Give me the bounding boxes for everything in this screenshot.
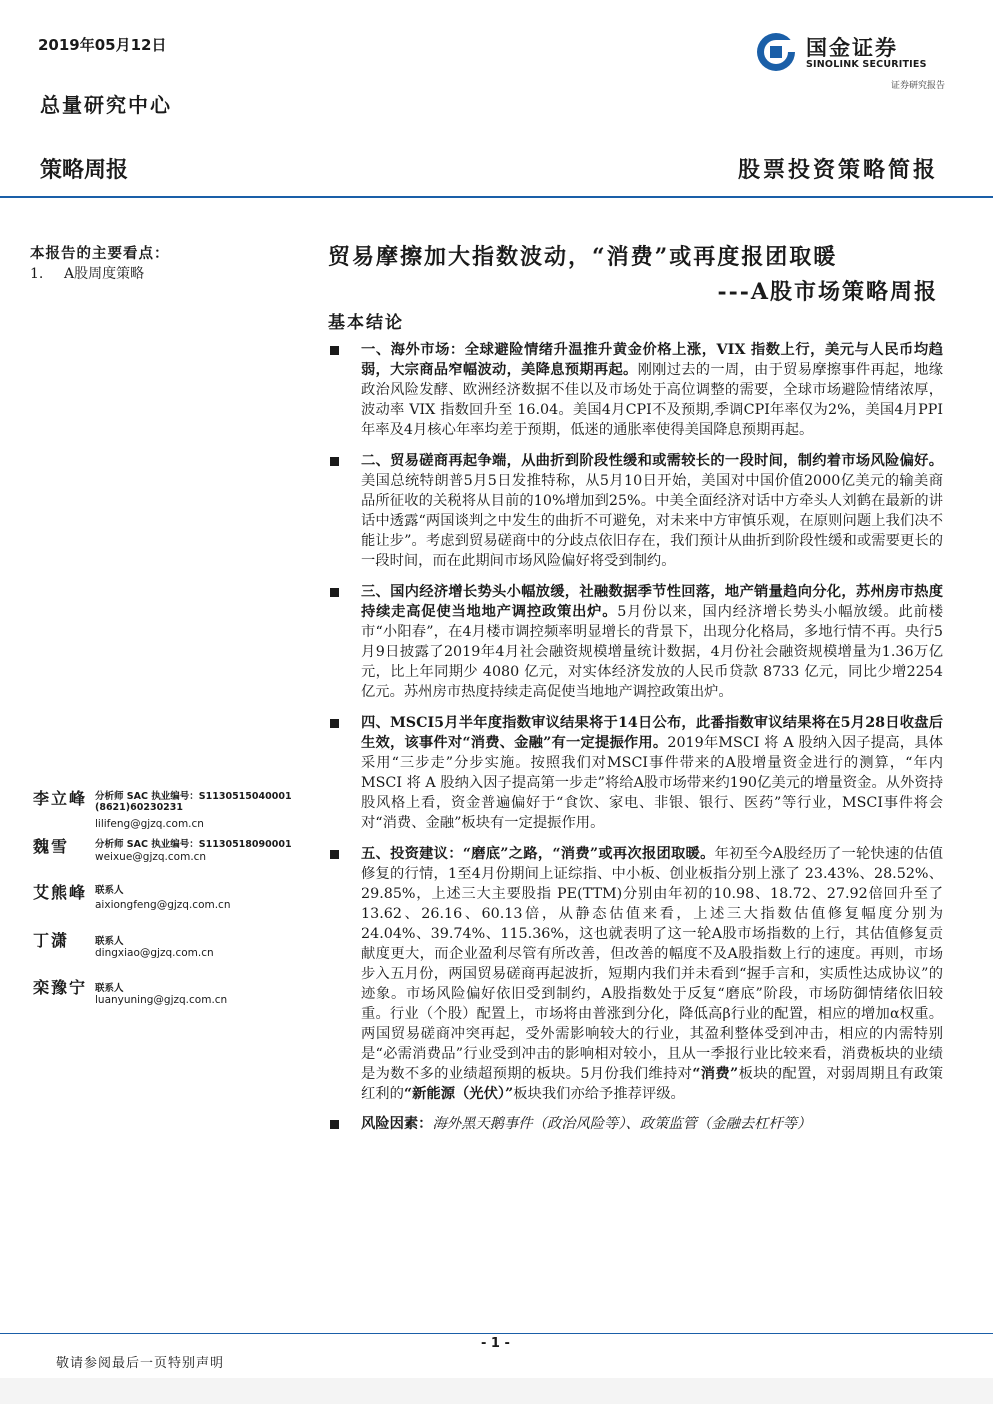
bullet-square-icon [330,850,339,859]
analyst-role: 联系人 [95,936,124,947]
list-item [328,844,943,1104]
bullet-text: 2019年MSCI 将 A 股纳入因子提高，具体采用“三步走”分步实施。按照我们对MSCI事件带来的A股增量资金进行的测算，“年内 MSCI 将 A 股纳入因子提高第一步走”将给A股市场带来约190亿美元的增量资金。从外资持股风格上看，资金普遍偏好于“食饮、家电、非银、银行、医药”等行业，MSCI事件将会对“消费、金融”板块有一定提振作用。 [361,735,943,831]
section-heading: 基本结论 [328,313,404,333]
department-name: 总量研究中心 [40,93,172,117]
analyst-role: 联系人 [95,983,124,994]
bullet-heading: 二、贸易磋商再起争端，从曲折到阶段性缓和或需较长的一段时间，制约着市场风险偏好。 [361,453,943,469]
analyst-email[interactable]: weixue@gjzq.com.cn [95,851,207,863]
list-item [328,582,943,702]
analyst-name: 李立峰 [33,789,88,808]
bullet-text: 板块我们亦给予推荐评级。 [513,1086,685,1102]
bullet-emphasis: “新能源（光伏）” [403,1086,514,1102]
footer-divider [0,1333,993,1334]
list-item [328,340,943,440]
list-item [328,713,943,833]
bullet-text: 板块的配置，对弱周期且有政策红利的 [361,1066,943,1102]
bullet-emphasis: “消费” [692,1066,739,1082]
analyst-role: 分析师 SAC 执业编号：S1130518090001 [95,839,292,850]
bullet-square-icon [330,719,339,728]
bullet-heading: 一、海外市场：全球避险情绪升温推升黄金价格上涨，VIX 指数上行，美元与人民币均趋弱，大宗商品窄幅波动，美降息预期再起。 [361,342,943,378]
bullet-text: 5月份以来，国内经济增长势头小幅放缓。此前楼市“小阳春”，在4月楼市调控频率明显增长的背景下，出现分化格局，多地行情不再。央行5月9日披露了2019年4月社会融资规模增量统计数据，4月份社会融资规模增量为1.36万亿元，比上年同期少 4080 亿元，对实体经济发放的人民币贷款 8733 亿元，同比少增2254亿元。苏州房市热度持续走高促使当地地产调控政策出炉。 [361,604,943,700]
bullet-square-icon [330,588,339,597]
analyst-name: 魏雪 [33,837,70,856]
analyst-name: 丁潇 [33,931,70,950]
conclusions-list [328,340,943,1134]
header-divider [0,196,993,198]
analyst-role: 分析师 SAC 执业编号：S1130515040001 [95,791,292,802]
bullet-heading: 三、国内经济增长势头小幅放缓，社融数据季节性回落，地产销量趋向分化，苏州房市热度持续走高促使当地地产调控政策出炉。 [361,584,943,620]
bullet-heading: 四、MSCI5月半年度指数审议结果将于14日公布，此番指数审议结果将在5月28日收盘后生效，该事件对“消费、金融”有一定提振作用。 [361,715,943,751]
analyst-email[interactable]: luanyuning@gjzq.com.cn [95,994,228,1006]
report-series: 股票投资策略简报 [737,157,938,183]
bullet-heading: 五、投资建议：“磨底”之路，“消费”或再次报团取暖。 [361,846,715,862]
logo-chinese-name: 国金证券 [806,36,898,60]
bullet-text: 年初至今A股经历了一轮快速的估值修复的行情，1至4月份期间上证综指、中小板、创业板指分别上涨了 23.43%、28.52%、29.85%，上述三大主要股指 PE(TTM)分别由年初的10.98、18.72、27.92倍回升至了13.62、26.16、60.13倍，从静态估值来看，上述三大指数估值修复幅度分别为 24.04%、39.74%、115.36%，这也就表明了这一轮A股市场指数的上行，其估值修复贡献度更大，而企业盈利尽管有所改善，但改善的幅度不及A股指数上行的速度。再则，市场步入五月份，两国贸易磋商再起波折，短期内我们并未看到“握手言和，实质性达成协议”的迹象。市场风险偏好依旧受到制约，A股指数处于反复“磨底”阶段，市场防御情绪依旧较重。行业（个股）配置上，市场将由普涨到分化，降低高β行业的配置，相应的增加α权重。两国贸易磋商冲突再起，受外需影响较大的行业，其盈利整体受到冲击，相应的内需特别是“必需消费品”行业受到冲击的影响相对较小，且从一季报行业比较来看，消费板块的业绩是为数不多的业绩超预期的板块。5月份我们维持对 [361,846,943,1082]
disclaimer-note: 敬请参阅最后一页特别声明 [56,1356,225,1371]
analyst-email[interactable]: aixiongfeng@gjzq.com.cn [95,899,231,911]
list-item [328,1114,943,1134]
report-title: 贸易摩擦加大指数波动，“消费”或再度报团取暖 [328,244,838,270]
risk-factors-text: 海外黑天鹅事件（政治风险等）、政策监管（金融去杠杆等） [432,1116,812,1132]
analyst-email[interactable]: dingxiao@gjzq.com.cn [95,947,214,959]
analyst-role: 联系人 [95,885,124,896]
bullet-text: 美国总统特朗普5月5日发推特称，从5月10日开始，美国对中国价值2000亿美元的输美商品所征收的关税将从目前的10%增加到25%。中美全面经济对话中方牵头人刘鹤在最新的讲话中透露“两国谈判之中发生的曲折不可避免，对未来中方审慎乐观，在原则问题上我们决不能让步”。考虑到贸易磋商中的分歧点依旧存在，我们预计从曲折到阶段性缓和或需要更长的一段时间，而在此期间市场风险偏好将受到制约。 [361,473,943,569]
bullet-square-icon [330,1120,339,1129]
highlights-item-text: A股周度策略 [64,266,145,282]
analyst-email[interactable]: lilifeng@gjzq.com.cn [95,818,204,830]
page-number: - 1 - [481,1336,510,1351]
highlights-item [30,263,144,283]
analyst-name: 艾熊峰 [33,883,88,902]
bullet-heading: 风险因素： [361,1116,433,1132]
logo-mark-icon [756,32,796,72]
footer-band [0,1378,993,1404]
report-category: 策略周报 [40,158,129,183]
logo-english-name: SINOLINK SECURITIES [806,59,927,70]
report-type-label: 证券研究报告 [890,81,945,91]
bullet-square-icon [330,457,339,466]
bullet-square-icon [330,346,339,355]
analyst-phone: (8621)60230231 [95,802,184,813]
analyst-name: 栾豫宁 [33,978,88,997]
report-date: 2019年05月12日 [38,36,167,54]
bullet-text: 刚刚过去的一周，由于贸易摩擦事件再起，地缘政治风险发酵、欧洲经济数据不佳以及市场处于高位调整的需要，全球市场避险情绪浓厚，波动率 VIX 指数回升至 16.04。美国4月CPI不及预期,季调CPI年率仅为2%，美国4月PPI年率及4月核心年率均差于预期，低迷的通胀率使得美国降息预期再起。 [361,362,944,438]
highlights-title: 本报告的主要看点： [30,245,170,262]
report-subtitle: ---A股市场策略周报 [717,279,938,305]
highlights-item-number: 1. [30,266,44,282]
list-item [328,451,943,571]
company-logo [756,30,946,74]
